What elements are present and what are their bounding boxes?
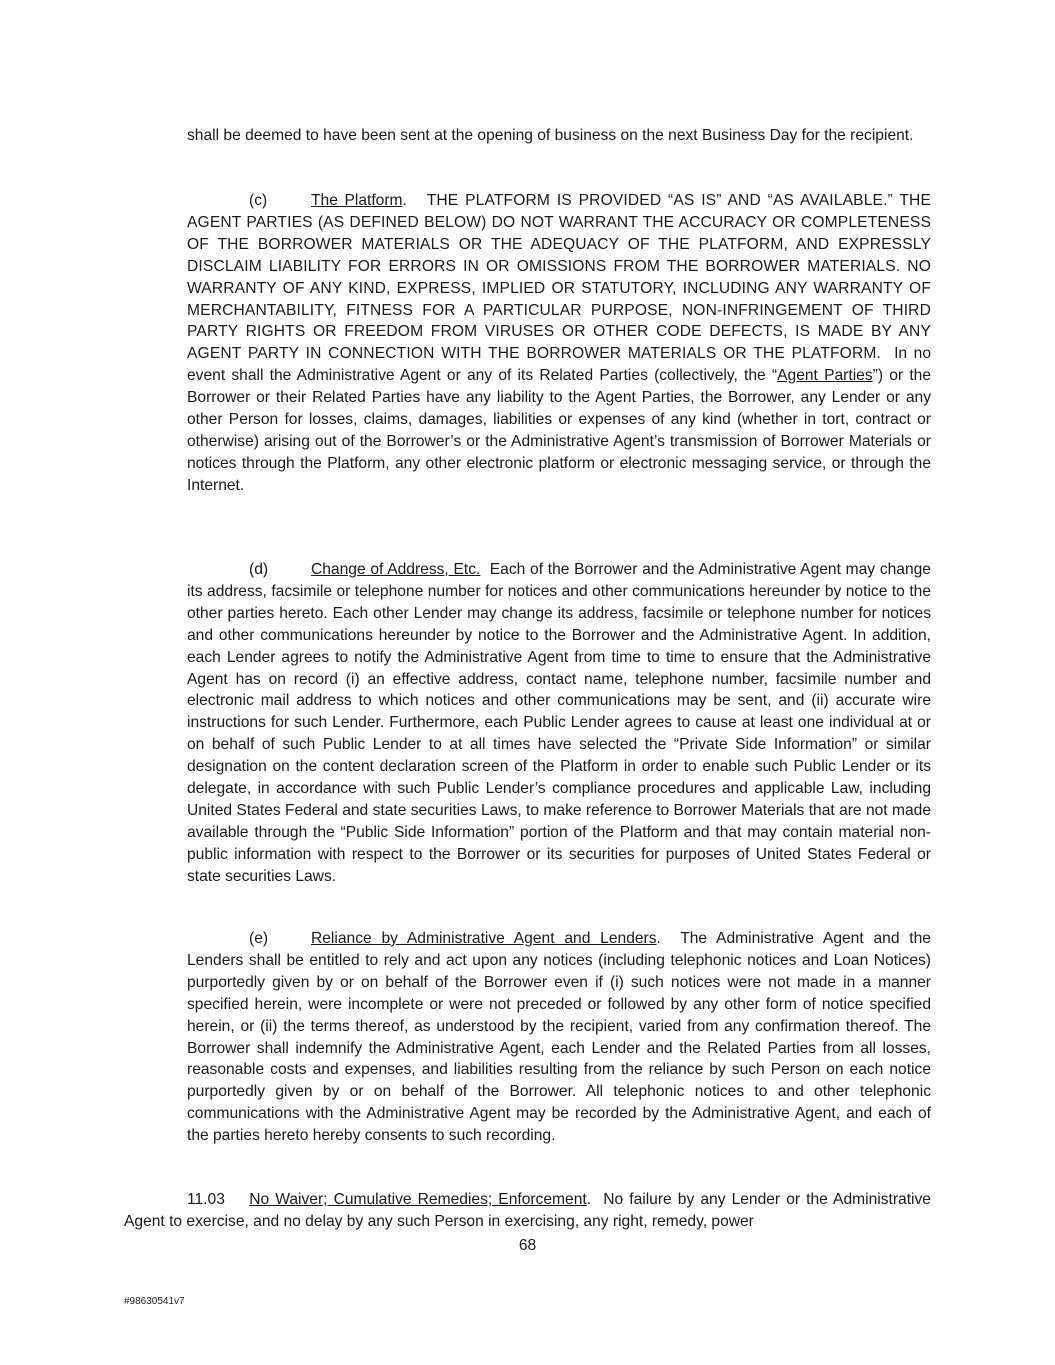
section-e-paragraph: (e) Reliance by Administrative Agent and Lenders. The Administrative Agent and the Lenders shall be entitled to rely and act upon any notices (including telephonic notices and Loan Notices) purportedly given by or on behalf of the Borrower even if (i) such notices were not made in a manner specified herein, were incomplete or were not preceded or followed by any other form of notice specified herein, or (ii) the terms thereof, as understood by the recipient, varied from any confirmation thereof. The Borrower shall indemnify the Administrative Agent, each Lender and the Related Parties from all losses, reasonable costs and expenses, and liabilities resulting from the reliance by such Person on each notice purportedly given by or on behalf of the Borrower. All telephonic notices to and other telephonic communications with the Administrative Agent may be recorded by the Administrative Agent, and each of the parties hereto hereby consents to such recording. (187, 930, 931, 1145)
document-id: #98630541v7 (124, 1296, 185, 1307)
section-1103-heading: No Waiver; Cumulative Remedies; Enforcement (249, 1191, 587, 1208)
section-c-disclaimer: THE PLATFORM IS PROVIDED “AS IS” AND “AS AVAILABLE.” THE AGENT PARTIES (AS DEFINED BELOW) DO NOT WARRANT THE ACCURACY OR COMPLETENESS OF THE BORROWER MATERIALS OR THE ADEQUACY OF THE PLATFORM, AND EXPRESSLY DISCLAIM LIABILITY FOR ERRORS IN OR OMISSIONS FROM THE BORROWER MATERIALS. NO WARRANTY OF ANY KIND, EXPRESS, IMPLIED OR STATUTORY, INCLUDING ANY WARRANTY OF MERCHANTABILITY, FITNESS FOR A PARTICULAR PURPOSE, NON-INFRINGEMENT OF THIRD PARTY RIGHTS OR FREEDOM FROM VIRUSES OR OTHER CODE DEFECTS, IS MADE BY ANY AGENT PARTY IN CONNECTION WITH THE BORROWER MATERIALS OR THE PLATFORM. (187, 192, 932, 363)
continuation-paragraph: shall be deemed to have been sent at the opening of business on the next Business Day for the recipient. (187, 127, 914, 144)
section-1103-number: 11.03 (187, 1191, 225, 1208)
section-c-label: (c) (249, 192, 268, 209)
section-d-heading: Change of Address, Etc. (311, 561, 481, 578)
section-d-text: Each of the Borrower and the Administrative Agent may change its address, facsimile or telephone number for notices and other communications hereunder by notice to the other parties hereto. Each other Lender may change its address, facsimile or telephone number for notices and other communications hereunder by notice to the Borrower and the Administrative Agent. In addition, each Lender agrees to notify the Administrative Agent from time to time to ensure that the Administrative Agent has on record (i) an effective address, contact name, telephone number, facsimile number and electronic mail address to which notices and other communications may be sent, and (ii) accurate wire instructions for such Lender. Furthermore, each Public Lender agrees to cause at least one individual at or on behalf of such Public Lender to at all times have selected the “Private Side Information” or similar designation on the content declaration screen of the Platform in order to enable such Public Lender or its delegate, in accordance with such Public Lender’s compliance procedures and applicable Law, including United States Federal and state securities Laws, to make reference to Borrower Materials that are not made available through the “Public Side Information” portion of the Platform and that may contain material non-public information with respect to the Borrower or its securities for purposes of United States Federal or state securities Laws. (187, 561, 931, 885)
section-e-heading: Reliance by Administrative Agent and Lenders (311, 930, 657, 947)
section-d-label: (d) (249, 561, 269, 578)
page-number: 68 (518, 1237, 537, 1254)
section-c-heading: The Platform (311, 192, 403, 209)
section-1103-paragraph: 11.03 No Waiver; Cumulative Remedies; Enforcement. No failure by any Lender or the Administrative Agent to exercise, and no delay by any such Person in exercising, any right, remedy, power (124, 1191, 931, 1230)
section-e-text: The Administrative Agent and the Lenders shall be entitled to rely and act upon any notices (including telephonic notices and Loan Notices) purportedly given by or on behalf of the Borrower even if (i) such notices were not made in a manner specified herein, were incomplete or were not preceded or followed by any other form of notice specified herein, or (ii) the terms thereof, as understood by the recipient, varied from any confirmation thereof. The Borrower shall indemnify the Administrative Agent, each Lender and the Related Parties from all losses, reasonable costs and expenses, and liabilities resulting from the reliance by such Person on each notice purportedly given by or on behalf of the Borrower. All telephonic notices to and other telephonic communications with the Administrative Agent may be recorded by the Administrative Agent, and each of the parties hereto hereby consents to such recording. (187, 930, 931, 1145)
section-e-label: (e) (249, 930, 269, 947)
section-c-paragraph: (c) The Platform. THE PLATFORM IS PROVIDED “AS IS” AND “AS AVAILABLE.” THE AGENT PARTIES (AS DEFINED BELOW) DO NOT WARRANT THE ACCURACY OR COMPLETENESS OF THE BORROWER MATERIALS OR THE ADEQUACY OF THE PLATFORM, AND EXPRESSLY DISCLAIM LIABILITY FOR ERRORS IN OR OMISSIONS FROM THE BORROWER MATERIALS. NO WARRANTY OF ANY KIND, EXPRESS, IMPLIED OR STATUTORY, INCLUDING ANY WARRANTY OF MERCHANTABILITY, FITNESS FOR A PARTICULAR PURPOSE, NON-INFRINGEMENT OF THIRD PARTY RIGHTS OR FREEDOM FROM VIRUSES OR OTHER CODE DEFECTS, IS MADE BY ANY AGENT PARTY IN CONNECTION WITH THE BORROWER MATERIALS OR THE PLATFORM. In no event shall the Administrative Agent or any of its Related Parties (collectively, the “Agent Parties”) or the Borrower or their Related Parties have any liability to the Agent Parties, the Borrower, any Lender or any other Person for losses, claims, damages, liabilities or expenses of any kind (whether in tort, contract or otherwise) arising out of the Borrower’s or the Administrative Agent’s transmission of Borrower Materials or notices through the Platform, any other electronic platform or electronic messaging service, or through the Internet. (187, 192, 932, 494)
section-1103-text: No failure by any Lender or the Administrative Agent to exercise, and no delay by any such Person in exercising, any right, remedy, power (124, 1191, 931, 1230)
section-d-paragraph (187, 559, 931, 888)
defined-term-agent-parties: Agent Parties (777, 367, 873, 385)
